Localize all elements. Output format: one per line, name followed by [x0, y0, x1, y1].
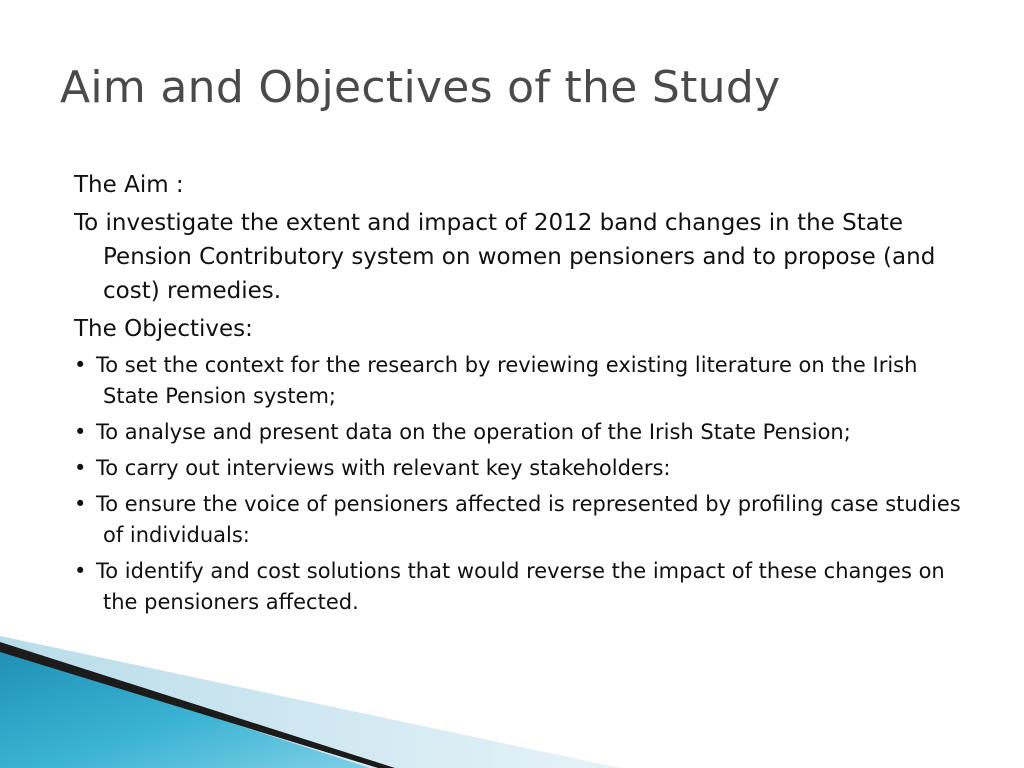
list-item [74, 453, 974, 484]
teal-wedge [0, 648, 370, 768]
objective-text: To identify and cost solutions that would reverse the impact of these changes on the pensioners affected. [96, 559, 945, 614]
objective-text: To ensure the voice of pensioners affected is represented by profiling case studies of individuals: [96, 492, 961, 547]
list-item [74, 350, 974, 412]
list-item [74, 556, 974, 618]
aim-text: To investigate the extent and impact of 2012 band changes in the State Pension Contributory system on women pensioners and to propose (and cost) remedies. [74, 210, 936, 304]
dark-stripe [0, 642, 395, 768]
slide-title: Aim and Objectives of the Study [60, 62, 781, 113]
bullet-icon: • [74, 492, 87, 516]
aim-label: The Aim : [74, 172, 184, 198]
objectives-label: The Objectives: [74, 316, 253, 342]
bullet-icon: • [74, 353, 87, 377]
list-item [74, 489, 974, 551]
light-stripe [0, 636, 620, 768]
bullet-icon: • [74, 559, 87, 583]
objective-text: To carry out interviews with relevant key stakeholders: [96, 456, 671, 480]
objectives-list [74, 350, 974, 618]
list-item [74, 417, 974, 448]
bullet-icon: • [74, 456, 87, 480]
objective-text: To set the context for the research by reviewing existing literature on the Irish State Pension system; [96, 353, 918, 408]
bullet-icon: • [74, 420, 87, 444]
slide-body [74, 168, 974, 618]
objective-text: To analyse and present data on the operation of the Irish State Pension; [96, 420, 851, 444]
